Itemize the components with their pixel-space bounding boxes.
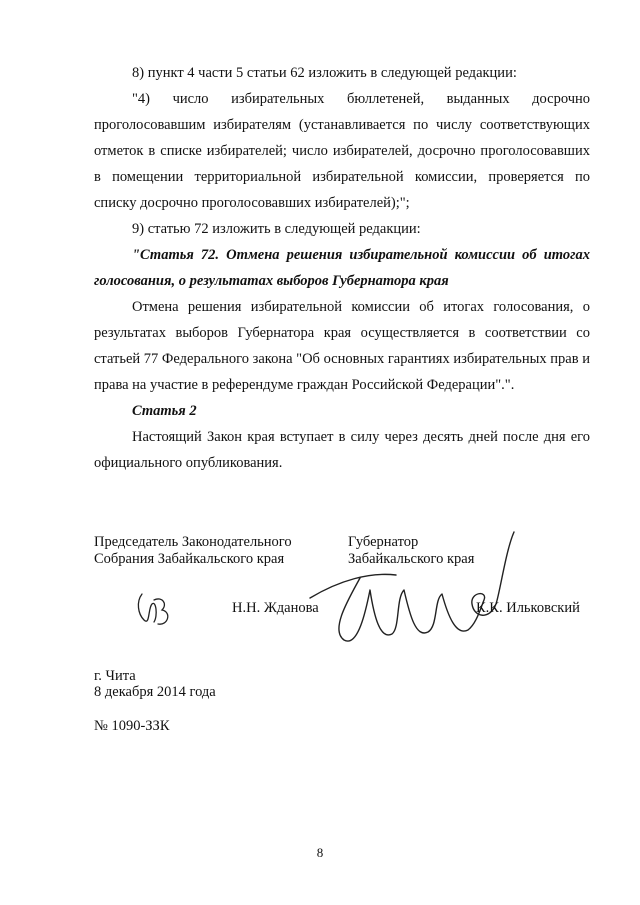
left-signatory-name: Н.Н. Жданова <box>232 600 319 616</box>
item-9: 9) статью 72 изложить в следующей редакции: <box>132 221 421 237</box>
city: г. Чита <box>94 668 136 684</box>
law-number: № 1090-ЗЗК <box>94 718 170 734</box>
item-8-quote: "4) число избирательных бюллетеней, выданных досрочно проголосовавшим избирателям (устанавливается по числу соответствующих отметок в списке избирателей; число избирателей, досрочно проголосовавших в помещении территориальной избирательной комиссии, проверяется по списку досрочно проголосовавших избирателей);"; <box>94 91 590 211</box>
right-handwritten-signature <box>300 520 530 660</box>
left-signatory-title-2: Собрания Забайкальского края <box>94 551 285 567</box>
article-2-text: Настоящий Закон края вступает в силу через десять дней после дня его официального опубликования. <box>94 429 590 471</box>
left-signatory-title-1: Председатель Законодательного <box>94 534 292 550</box>
right-signatory-title-1: Губернатор <box>348 534 419 550</box>
date: 8 декабря 2014 года <box>94 684 216 700</box>
article-2-heading: Статья 2 <box>132 403 197 419</box>
page-number: 8 <box>316 845 324 860</box>
item-8: 8) пункт 4 части 5 статьи 62 изложить в следующей редакции: <box>132 65 517 81</box>
left-handwritten-signature <box>128 588 188 632</box>
article-72-text: Отмена решения избирательной комиссии об итогах голосования, о результатах выборов Губернатора края осуществляется в соответствии со статьей 77 Федерального закона "Об основных гарантиях избирательных прав и права на участие в референдуме граждан Российской Федерации".". <box>94 299 590 393</box>
right-signatory-title-2: Забайкальского края <box>348 551 475 567</box>
article-72-heading: "Статья 72. Отмена решения избирательной комиссии об итогах голосования, о результатах выборов Губернатора края <box>94 247 590 289</box>
right-signatory-name: К.К. Ильковский <box>476 600 580 616</box>
